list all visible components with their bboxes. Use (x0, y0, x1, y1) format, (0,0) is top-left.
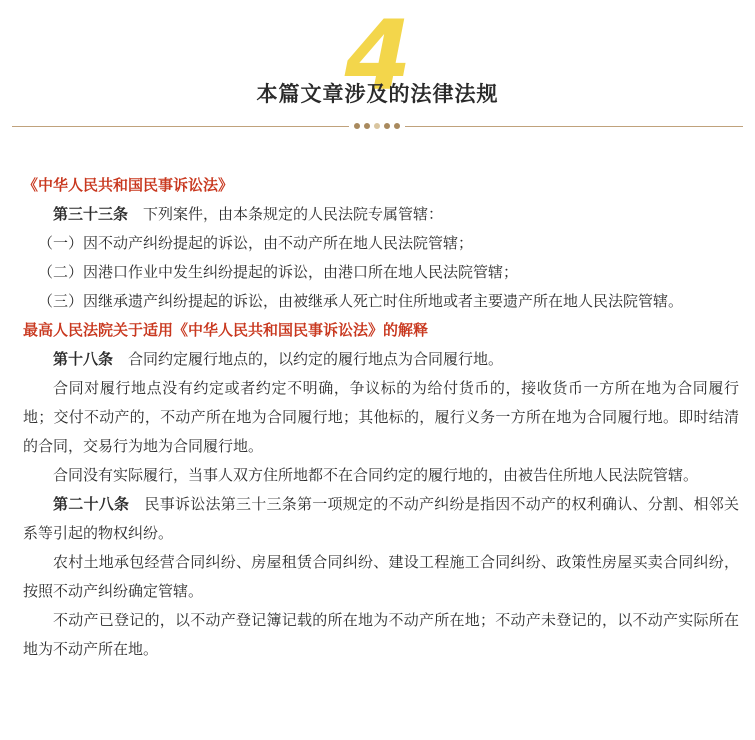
dot-icon (364, 123, 370, 129)
paragraph: 不动产已登记的，以不动产登记簿记载的所在地为不动产所在地；不动产未登记的，以不动产实际所在地为不动产所在地。 (23, 611, 739, 658)
article-text: 合同约定履行地点的，以约定的履行地点为合同履行地。 (128, 350, 504, 368)
section-number: 4 (344, 0, 412, 112)
dot-icon (394, 123, 400, 129)
dot-icon (374, 123, 380, 129)
list-item: （三）因继承遗产纠纷提起的诉讼，由被继承人死亡时住所地或者主要遗产所在地人民法院管辖。 (38, 292, 684, 310)
article-18 (23, 345, 739, 374)
article-number: 第十八条 (53, 350, 114, 368)
dot-icon (354, 123, 360, 129)
law-title-interpretation: 最高人民法院关于适用《中华人民共和国民事诉讼法》的解释 (23, 321, 429, 339)
article-33 (23, 200, 739, 229)
article-text: 民事诉讼法第三十三条第一项规定的不动产纠纷是指因不动产的权利确认、分割、相邻关系等引起的物权纠纷。 (23, 495, 739, 542)
article-text: 下列案件，由本条规定的人民法院专属管辖： (143, 205, 444, 223)
paragraph: 合同没有实际履行，当事人双方住所地都不在合同约定的履行地的，由被告住所地人民法院管辖。 (53, 466, 699, 484)
law-title-civil-procedure: 《中华人民共和国民事诉讼法》 (23, 176, 234, 194)
divider-dots-icon (349, 122, 405, 131)
article-body (23, 171, 739, 664)
article-number: 第二十八条 (53, 495, 130, 513)
article-28 (23, 490, 739, 548)
paragraph: 合同对履行地点没有约定或者约定不明确，争议标的为给付货币的，接收货币一方所在地为合同履行地；交付不动产的，不动产所在地为合同履行地；其他标的，履行义务一方所在地为合同履行地。即时结清的合同，交易行为地为合同履行地。 (23, 379, 739, 455)
page-title: 本篇文章涉及的法律法规 (256, 82, 499, 106)
article-number: 第三十三条 (53, 205, 129, 223)
paragraph: 农村土地承包经营合同纠纷、房屋租赁合同纠纷、建设工程施工合同纠纷、政策性房屋买卖合同纠纷，按照不动产纠纷确定管辖。 (23, 553, 739, 600)
section-header (0, 0, 755, 140)
list-item: （二）因港口作业中发生纠纷提起的诉讼，由港口所在地人民法院管辖； (38, 263, 519, 281)
dot-icon (384, 123, 390, 129)
list-item: （一）因不动产纠纷提起的诉讼，由不动产所在地人民法院管辖； (38, 234, 474, 252)
